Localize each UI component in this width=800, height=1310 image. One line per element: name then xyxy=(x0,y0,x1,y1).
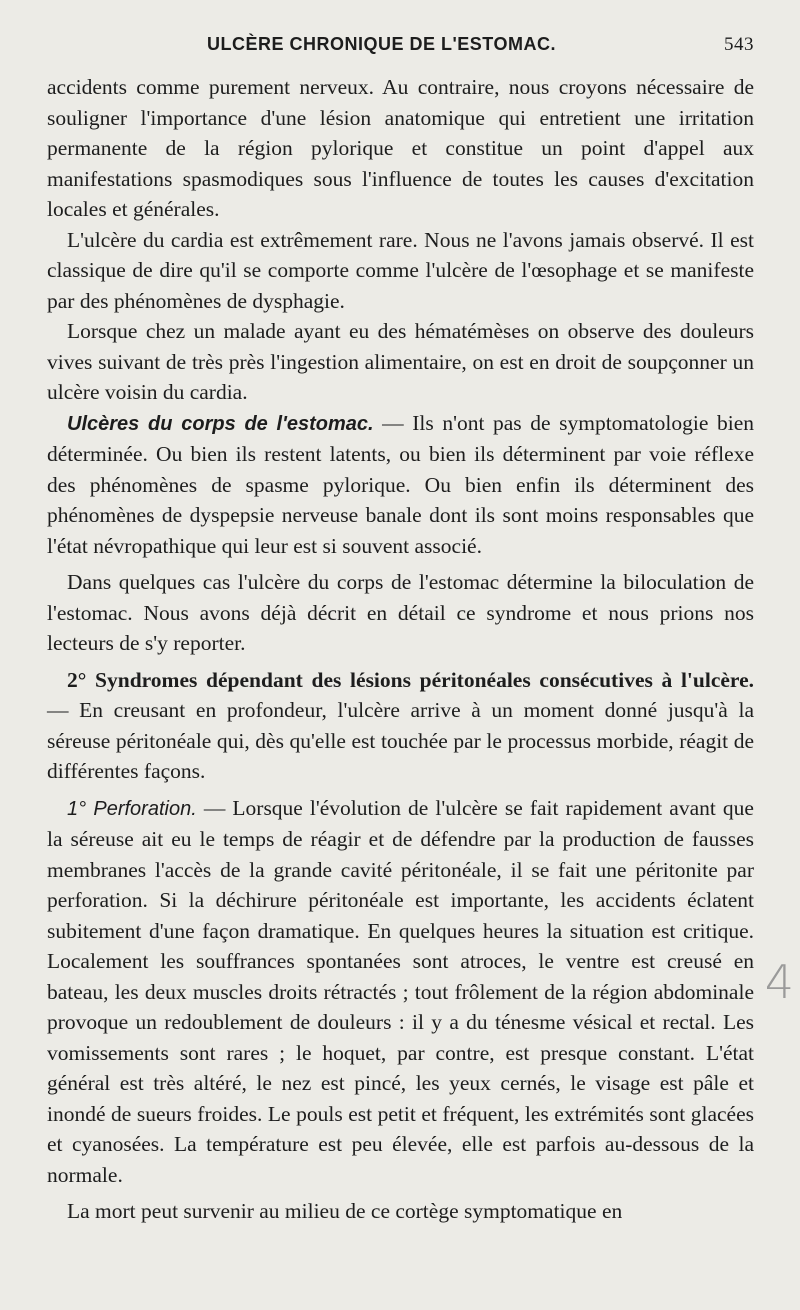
paragraph: accidents comme purement nerveux. Au contraire, nous croyons nécessaire de souligner l'importance d'une lésion anatomique qui entretient une irritation permanente de la région pylorique et constitue un point d'appel aux manifestations spasmodiques sous l'influence de toutes les causes d'excitation locales et générales. xyxy=(47,75,754,221)
paragraph xyxy=(47,793,754,1191)
page-number: 543 xyxy=(724,34,754,55)
chapter-title: ULCÈRE CHRONIQUE DE L'ESTOMAC. xyxy=(207,34,556,54)
paragraph-text: — En creusant en profondeur, l'ulcère arrive à un moment donné jusqu'à la séreuse péritonéale qui, dès qu'elle est touchée par le processus morbide, réagit de différentes façons. xyxy=(47,698,754,783)
paragraph xyxy=(47,665,754,787)
paragraph: L'ulcère du cardia est extrêmement rare. Nous ne l'avons jamais observé. Il est classique de dire qu'il se comporte comme l'ulcère de l'œsophage et se manifeste par des phénomènes de dysphagie. xyxy=(47,227,754,313)
paragraph: La mort peut survenir au milieu de ce cortège symptomatique en xyxy=(67,1199,623,1223)
section-heading: Ulcères du corps de l'estomac. xyxy=(67,412,374,435)
paragraph: Dans quelques cas l'ulcère du corps de l'estomac détermine la biloculation de l'estomac. Nous avons déjà décrit en détail ce syndrome et nous prions nos lecteurs de s'y reporter. xyxy=(47,570,754,655)
margin-annotation: 4 xyxy=(764,955,794,1009)
section-heading: 2° Syndromes dépendant des lésions péritonéales consécutives à l'ulcère. xyxy=(67,667,754,692)
section-heading: 1° Perforation. xyxy=(67,797,197,820)
running-header xyxy=(47,34,754,64)
paragraph xyxy=(47,408,754,562)
paragraph-text: — Lorsque l'évolution de l'ulcère se fait rapidement avant que la séreuse ait eu le temps de réagir et de défendre par la production de fausses membranes l'accès de la grande cavité péritonéale, il se fait une péritonite par perforation. Si la déchirure péritonéale est importante, les accidents éclatent subitement d'une façon dramatique. En quelques heures la situation est critique. Localement les souffrances spontanées sont atroces, le ventre est creusé en bateau, les deux muscles droits rétractés ; tout frôlement de la région abdominale provoque un redoublement de douleurs : il y a du ténesme vésical et rectal. Les vomissements sont rares ; le hoquet, par contre, est presque constant. L'état général est très altéré, le nez est pincé, les yeux cernés, le visage est pâle et inondé de sueurs froides. Le pouls est petit et fréquent, les extrémités sont glacées et cyanosées. La température est peu élevée, elle est parfois au-dessous de la normale. xyxy=(47,795,754,1187)
page-body xyxy=(47,72,754,1227)
paragraph: Lorsque chez un malade ayant eu des hématémèses on observe des douleurs vives suivant de très près l'ingestion alimentaire, on est en droit de soupçonner un ulcère voisin du cardia. xyxy=(47,319,754,404)
paragraph-text: — Ils n'ont pas de symptomatologie bien déterminée. Ou bien ils restent latents, ou bien ils déterminent par voie réflexe des phénomènes de spasme pylorique. Ou bien enfin ils déterminent des phénomènes de dyspepsie nerveuse banale dont ils sont moins responsables que l'état névropathique qui leur est si souvent associé. xyxy=(47,410,754,558)
